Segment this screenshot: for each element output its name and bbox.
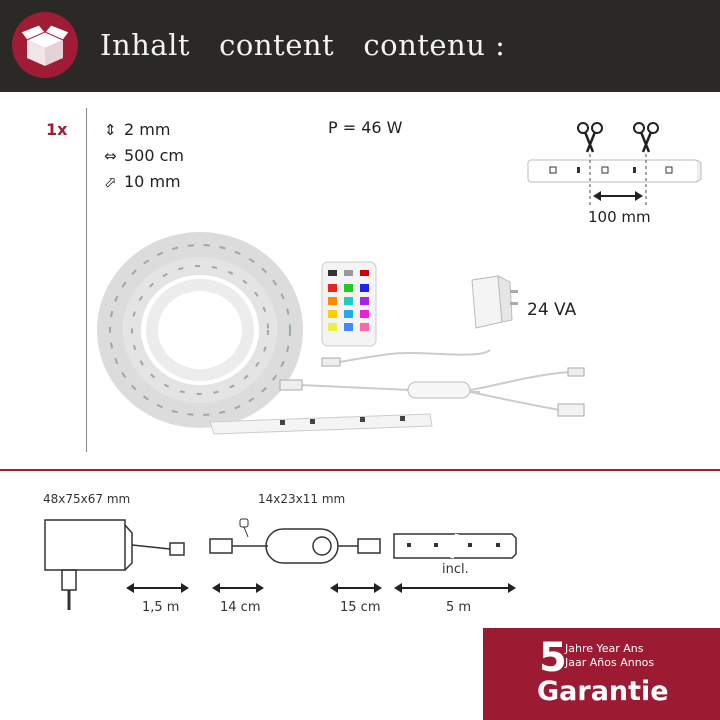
divider-vertical (86, 108, 87, 452)
spec-width-value: 10 mm (124, 172, 181, 191)
cable-controller-illustration (300, 330, 600, 430)
quantity-label: 1x (46, 120, 68, 139)
length-arrow-icon: ⇔ (104, 147, 117, 165)
controller-cable-length: 15 cm (340, 600, 381, 615)
double-arrow-icon (212, 583, 264, 593)
double-arrow-icon (126, 583, 189, 593)
controller-line-drawing (208, 515, 388, 575)
controller-size-label: 14x23x11 mm (258, 492, 346, 506)
cut-interval-label: 100 mm (588, 208, 651, 226)
spec-length-value: 500 cm (124, 146, 185, 165)
lead-cable-length: 14 cm (220, 600, 261, 615)
warranty-years-line1: Jahre Year Ans (565, 642, 644, 655)
strip-length: 5 m (446, 600, 472, 615)
page-title: Inhalt content contenu : (100, 28, 506, 62)
double-arrow-icon (330, 583, 382, 593)
adapter-size-label: 48x75x67 mm (43, 492, 131, 506)
spec-length (104, 146, 184, 165)
section-divider (0, 469, 720, 471)
cut-strip-illustration (525, 118, 720, 208)
scissors-icon (634, 123, 658, 152)
header-bar (0, 0, 720, 92)
power-adapter-illustration (462, 272, 522, 332)
double-arrow-icon (394, 583, 516, 593)
warranty-years-line2: Jaar Años Annos (565, 656, 655, 669)
included-label: incl. (442, 562, 469, 577)
scissors-icon (578, 123, 602, 152)
package-box-icon (10, 10, 80, 80)
spec-height-value: 2 mm (124, 120, 171, 139)
power-rating: P = 46 W (328, 118, 403, 137)
measure-arrows (0, 578, 720, 598)
width-arrow-icon: ⬀ (104, 173, 117, 191)
warranty-years-number: 5 (539, 635, 567, 681)
adapter-rating: 24 VA (527, 300, 577, 320)
spec-width (104, 172, 181, 191)
spec-height (104, 120, 170, 139)
double-arrow-icon (593, 191, 643, 201)
height-arrow-icon: ⇕ (104, 121, 117, 139)
adapter-cable-length: 1,5 m (142, 600, 180, 615)
warranty-word: Garantie (537, 676, 669, 707)
warranty-years-text (565, 642, 654, 670)
led-strip-coil-illustration (100, 230, 300, 430)
